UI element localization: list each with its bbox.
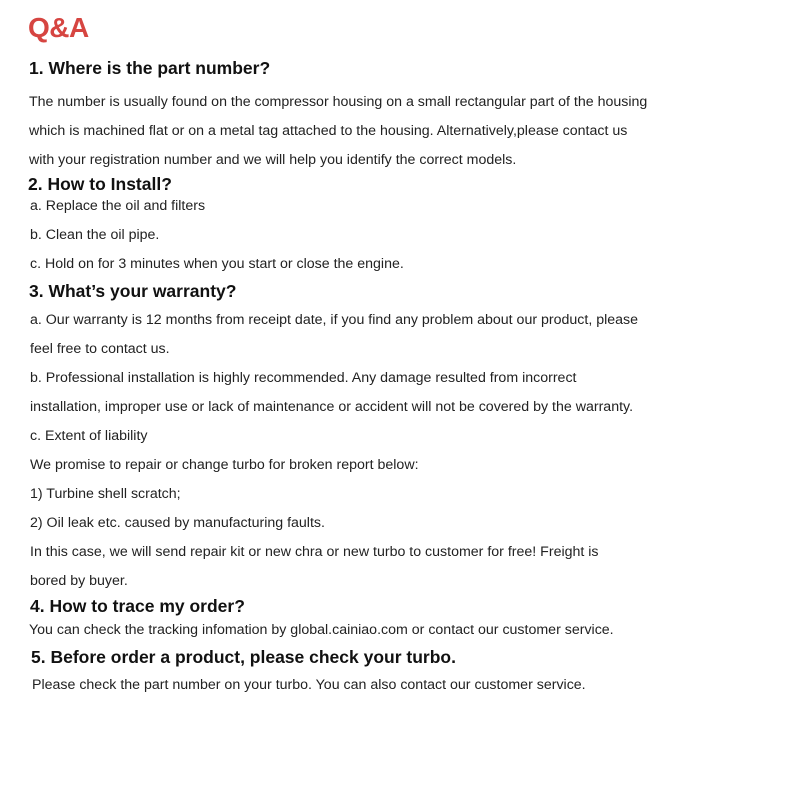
q3-line-6: We promise to repair or change turbo for broken report below: <box>30 457 419 473</box>
q3-line-5: c. Extent of liability <box>30 428 148 444</box>
q3-line-2: feel free to contact us. <box>30 341 170 357</box>
q1-heading: 1. Where is the part number? <box>29 58 271 78</box>
q1-line-1: The number is usually found on the compressor housing on a small rectangular part of the housing <box>29 94 648 110</box>
q3-line-9: In this case, we will send repair kit or new chra or new turbo to customer for free! Freight is <box>30 544 599 560</box>
q3-line-4: installation, improper use or lack of maintenance or accident will not be covered by the warranty. <box>30 399 634 415</box>
q4-heading: 4. How to trace my order? <box>30 596 245 616</box>
q3-heading: 3. What’s your warranty? <box>29 281 237 301</box>
q1-line-3: with your registration number and we will help you identify the correct models. <box>29 152 517 168</box>
q2-line-3: c. Hold on for 3 minutes when you start or close the engine. <box>30 256 404 272</box>
q2-line-1: a. Replace the oil and filters <box>30 198 206 214</box>
q3-line-3: b. Professional installation is highly recommended. Any damage resulted from incorrect <box>30 370 577 386</box>
q2-line-2: b. Clean the oil pipe. <box>30 227 160 243</box>
q4-line-1: You can check the tracking infomation by global.cainiao.com or contact our customer service. <box>29 622 614 638</box>
q5-line-1: Please check the part number on your turbo. You can also contact our customer service. <box>32 677 586 693</box>
q3-line-10: bored by buyer. <box>30 573 128 589</box>
page-title: Q&A <box>28 12 89 43</box>
q5-heading: 5. Before order a product, please check your turbo. <box>31 647 456 667</box>
q3-line-1: a. Our warranty is 12 months from receipt date, if you find any problem about our product, please <box>30 312 639 328</box>
q3-line-8: 2) Oil leak etc. caused by manufacturing faults. <box>30 515 325 531</box>
q2-heading: 2. How to Install? <box>28 174 172 194</box>
q1-line-2: which is machined flat or on a metal tag attached to the housing. Alternatively,please contact us <box>29 123 628 139</box>
q3-line-7: 1) Turbine shell scratch; <box>30 486 181 502</box>
